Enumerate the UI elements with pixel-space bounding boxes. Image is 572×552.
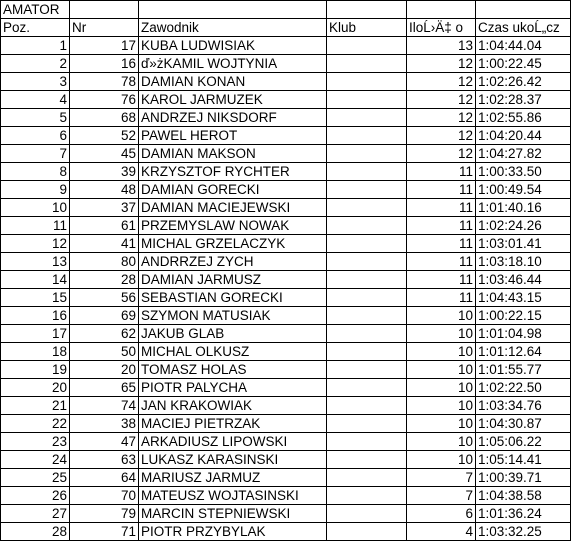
cell-ilosc[interactable]: 10	[407, 415, 476, 433]
cell-klub[interactable]	[327, 415, 407, 433]
cell-zawodnik[interactable]: MICHAL GRZELACZYK	[139, 235, 327, 253]
cell-nr[interactable]: 64	[70, 469, 139, 487]
cell-poz[interactable]: 14	[1, 271, 70, 289]
table-row	[1, 361, 571, 379]
cell-klub[interactable]	[327, 181, 407, 199]
cell-ilosc[interactable]: 12	[407, 73, 476, 91]
header-nr[interactable]: Nr	[70, 19, 139, 37]
cell-zawodnik[interactable]: MARIUSZ JARMUZ	[139, 469, 327, 487]
cell-zawodnik[interactable]: SEBASTIAN GORECKI	[139, 289, 327, 307]
cell-poz[interactable]: 18	[1, 343, 70, 361]
cell-klub[interactable]	[327, 433, 407, 451]
cell-klub[interactable]	[327, 37, 407, 55]
table-row	[1, 199, 571, 217]
cell-poz[interactable]: 3	[1, 73, 70, 91]
cell-czas[interactable]: 1:05:06.22	[476, 433, 571, 451]
cell-czas[interactable]: 1:02:22.50	[476, 379, 571, 397]
table-row	[1, 163, 571, 181]
table-row	[1, 289, 571, 307]
cell-nr[interactable]: 48	[70, 181, 139, 199]
cell-poz[interactable]: 22	[1, 415, 70, 433]
cell-czas[interactable]: 1:03:32.25	[476, 523, 571, 541]
cell-zawodnik[interactable]: DAMIAN JARMUSZ	[139, 271, 327, 289]
cell-zawodnik[interactable]: LUKASZ KARASINSKI	[139, 451, 327, 469]
cell-poz[interactable]: 1	[1, 37, 70, 55]
cell-poz[interactable]: 10	[1, 199, 70, 217]
cell-czas[interactable]: 1:01:12.64	[476, 343, 571, 361]
cell-nr[interactable]: 45	[70, 145, 139, 163]
table-row	[1, 271, 571, 289]
cell-zawodnik[interactable]: PIOTR PALYCHA	[139, 379, 327, 397]
cell-klub[interactable]	[327, 505, 407, 523]
cell-nr[interactable]: 41	[70, 235, 139, 253]
cell-czas[interactable]: 1:04:43.15	[476, 289, 571, 307]
cell-klub[interactable]	[327, 55, 407, 73]
cell-ilosc[interactable]: 7	[407, 487, 476, 505]
cell-nr[interactable]: 78	[70, 73, 139, 91]
cell-ilosc[interactable]: 10	[407, 451, 476, 469]
cell-poz[interactable]: 13	[1, 253, 70, 271]
section-title-row	[1, 1, 571, 19]
header-klub[interactable]: Klub	[327, 19, 407, 37]
cell-nr[interactable]: 39	[70, 163, 139, 181]
empty-cell[interactable]	[476, 1, 571, 19]
cell-ilosc[interactable]: 11	[407, 289, 476, 307]
table-row	[1, 523, 571, 541]
cell-zawodnik[interactable]: JAN KRAKOWIAK	[139, 397, 327, 415]
cell-czas[interactable]: 1:02:28.37	[476, 91, 571, 109]
cell-czas[interactable]: 1:02:26.42	[476, 73, 571, 91]
cell-nr[interactable]: 65	[70, 379, 139, 397]
table-row	[1, 307, 571, 325]
cell-zawodnik[interactable]: ANDRRZEJ ZYCH	[139, 253, 327, 271]
cell-nr[interactable]: 76	[70, 91, 139, 109]
cell-nr[interactable]: 37	[70, 199, 139, 217]
table-row	[1, 253, 571, 271]
results-table-body	[1, 1, 571, 541]
cell-poz[interactable]: 7	[1, 145, 70, 163]
cell-poz[interactable]: 16	[1, 307, 70, 325]
cell-ilosc[interactable]: 11	[407, 181, 476, 199]
cell-poz[interactable]: 25	[1, 469, 70, 487]
cell-ilosc[interactable]: 11	[407, 217, 476, 235]
cell-czas[interactable]: 1:04:27.82	[476, 145, 571, 163]
cell-czas[interactable]: 1:01:36.24	[476, 505, 571, 523]
table-row	[1, 397, 571, 415]
cell-nr[interactable]: 62	[70, 325, 139, 343]
cell-poz[interactable]: 27	[1, 505, 70, 523]
header-row	[1, 19, 571, 37]
cell-nr[interactable]: 17	[70, 37, 139, 55]
cell-klub[interactable]	[327, 145, 407, 163]
cell-poz[interactable]: 26	[1, 487, 70, 505]
table-row	[1, 127, 571, 145]
cell-poz[interactable]: 17	[1, 325, 70, 343]
empty-cell[interactable]	[327, 1, 407, 19]
cell-czas[interactable]: 1:04:20.44	[476, 127, 571, 145]
cell-klub[interactable]	[327, 217, 407, 235]
cell-ilosc[interactable]: 10	[407, 307, 476, 325]
cell-poz[interactable]: 6	[1, 127, 70, 145]
cell-poz[interactable]: 12	[1, 235, 70, 253]
cell-klub[interactable]	[327, 397, 407, 415]
table-row	[1, 235, 571, 253]
cell-zawodnik[interactable]: ď»żKAMIL WOJTYNIA	[139, 55, 327, 73]
cell-nr[interactable]: 68	[70, 109, 139, 127]
cell-ilosc[interactable]: 12	[407, 127, 476, 145]
cell-poz[interactable]: 23	[1, 433, 70, 451]
cell-czas[interactable]: 1:01:40.16	[476, 199, 571, 217]
cell-nr[interactable]: 20	[70, 361, 139, 379]
cell-ilosc[interactable]: 4	[407, 523, 476, 541]
cell-czas[interactable]: 1:00:22.45	[476, 55, 571, 73]
cell-poz[interactable]: 19	[1, 361, 70, 379]
cell-klub[interactable]	[327, 469, 407, 487]
cell-zawodnik[interactable]: KUBA LUDWISIAK	[139, 37, 327, 55]
cell-poz[interactable]: 4	[1, 91, 70, 109]
cell-ilosc[interactable]: 10	[407, 343, 476, 361]
cell-zawodnik[interactable]: MARCIN STEPNIEWSKI	[139, 505, 327, 523]
cell-zawodnik[interactable]: PAWEL HEROT	[139, 127, 327, 145]
cell-ilosc[interactable]: 7	[407, 469, 476, 487]
cell-poz[interactable]: 9	[1, 181, 70, 199]
cell-ilosc[interactable]: 10	[407, 379, 476, 397]
cell-czas[interactable]: 1:04:44.04	[476, 37, 571, 55]
cell-poz[interactable]: 20	[1, 379, 70, 397]
cell-nr[interactable]: 38	[70, 415, 139, 433]
cell-zawodnik[interactable]: KRZYSZTOF RYCHTER	[139, 163, 327, 181]
cell-nr[interactable]: 69	[70, 307, 139, 325]
cell-ilosc[interactable]: 12	[407, 55, 476, 73]
cell-nr[interactable]: 52	[70, 127, 139, 145]
cell-zawodnik[interactable]: TOMASZ HOLAS	[139, 361, 327, 379]
cell-klub[interactable]	[327, 451, 407, 469]
cell-czas[interactable]: 1:03:34.76	[476, 397, 571, 415]
cell-ilosc[interactable]: 12	[407, 91, 476, 109]
empty-cell[interactable]	[407, 1, 476, 19]
cell-poz[interactable]: 15	[1, 289, 70, 307]
cell-klub[interactable]	[327, 271, 407, 289]
cell-zawodnik[interactable]: JAKUB GLAB	[139, 325, 327, 343]
cell-ilosc[interactable]: 10	[407, 433, 476, 451]
cell-zawodnik[interactable]: DAMIAN MAKSON	[139, 145, 327, 163]
cell-nr[interactable]: 80	[70, 253, 139, 271]
cell-poz[interactable]: 2	[1, 55, 70, 73]
cell-zawodnik[interactable]: KAROL JARMUZEK	[139, 91, 327, 109]
cell-klub[interactable]	[327, 289, 407, 307]
header-zawodnik[interactable]: Zawodnik	[139, 19, 327, 37]
cell-czas[interactable]: 1:04:38.58	[476, 487, 571, 505]
cell-czas[interactable]: 1:03:18.10	[476, 253, 571, 271]
cell-klub[interactable]	[327, 361, 407, 379]
cell-klub[interactable]	[327, 91, 407, 109]
cell-zawodnik[interactable]: DAMIAN GORECKI	[139, 181, 327, 199]
cell-poz[interactable]: 11	[1, 217, 70, 235]
cell-ilosc[interactable]: 11	[407, 199, 476, 217]
cell-klub[interactable]	[327, 109, 407, 127]
cell-klub[interactable]	[327, 127, 407, 145]
cell-klub[interactable]	[327, 523, 407, 541]
cell-zawodnik[interactable]: PIOTR PRZYBYLAK	[139, 523, 327, 541]
table-row	[1, 217, 571, 235]
cell-czas[interactable]: 1:00:33.50	[476, 163, 571, 181]
cell-czas[interactable]: 1:01:55.77	[476, 361, 571, 379]
section-title[interactable]: AMATOR	[1, 1, 70, 19]
table-row	[1, 55, 571, 73]
cell-czas[interactable]: 1:00:49.54	[476, 181, 571, 199]
cell-ilosc[interactable]: 10	[407, 397, 476, 415]
table-row	[1, 343, 571, 361]
table-row	[1, 73, 571, 91]
cell-nr[interactable]: 61	[70, 217, 139, 235]
cell-ilosc[interactable]: 11	[407, 253, 476, 271]
cell-ilosc[interactable]: 11	[407, 235, 476, 253]
cell-czas[interactable]: 1:01:04.98	[476, 325, 571, 343]
cell-zawodnik[interactable]: MATEUSZ WOJTASINSKI	[139, 487, 327, 505]
cell-nr[interactable]: 63	[70, 451, 139, 469]
cell-klub[interactable]	[327, 73, 407, 91]
cell-zawodnik[interactable]: ARKADIUSZ LIPOWSKI	[139, 433, 327, 451]
cell-klub[interactable]	[327, 379, 407, 397]
cell-zawodnik[interactable]: DAMIAN MACIEJEWSKI	[139, 199, 327, 217]
cell-zawodnik[interactable]: MACIEJ PIETRZAK	[139, 415, 327, 433]
cell-czas[interactable]: 1:02:24.26	[476, 217, 571, 235]
cell-poz[interactable]: 28	[1, 523, 70, 541]
table-row	[1, 181, 571, 199]
cell-poz[interactable]: 21	[1, 397, 70, 415]
cell-nr[interactable]: 28	[70, 271, 139, 289]
cell-ilosc[interactable]: 13	[407, 37, 476, 55]
table-row	[1, 415, 571, 433]
cell-nr[interactable]: 70	[70, 487, 139, 505]
cell-klub[interactable]	[327, 199, 407, 217]
cell-czas[interactable]: 1:05:14.41	[476, 451, 571, 469]
cell-klub[interactable]	[327, 325, 407, 343]
cell-ilosc[interactable]: 11	[407, 163, 476, 181]
cell-czas[interactable]: 1:04:30.87	[476, 415, 571, 433]
empty-cell[interactable]	[70, 1, 139, 19]
cell-ilosc[interactable]: 10	[407, 361, 476, 379]
cell-ilosc[interactable]: 11	[407, 271, 476, 289]
cell-ilosc[interactable]: 10	[407, 325, 476, 343]
cell-nr[interactable]: 47	[70, 433, 139, 451]
table-row	[1, 487, 571, 505]
table-row	[1, 433, 571, 451]
empty-cell[interactable]	[139, 1, 327, 19]
cell-zawodnik[interactable]: PRZEMYSLAW NOWAK	[139, 217, 327, 235]
cell-klub[interactable]	[327, 235, 407, 253]
table-row	[1, 505, 571, 523]
cell-ilosc[interactable]: 6	[407, 505, 476, 523]
cell-poz[interactable]: 8	[1, 163, 70, 181]
cell-ilosc[interactable]: 12	[407, 109, 476, 127]
table-row	[1, 145, 571, 163]
table-row	[1, 37, 571, 55]
cell-poz[interactable]: 5	[1, 109, 70, 127]
cell-klub[interactable]	[327, 253, 407, 271]
table-row	[1, 379, 571, 397]
header-czas[interactable]: Czas ukoĹ„cz	[476, 19, 571, 37]
cell-czas[interactable]: 1:00:39.71	[476, 469, 571, 487]
cell-klub[interactable]	[327, 343, 407, 361]
cell-czas[interactable]: 1:03:01.41	[476, 235, 571, 253]
cell-klub[interactable]	[327, 163, 407, 181]
header-ilosc[interactable]: IloĹ›Ä‡ o	[407, 19, 476, 37]
table-row	[1, 325, 571, 343]
cell-zawodnik[interactable]: MICHAL OLKUSZ	[139, 343, 327, 361]
cell-nr[interactable]: 79	[70, 505, 139, 523]
table-row	[1, 451, 571, 469]
cell-nr[interactable]: 71	[70, 523, 139, 541]
table-row	[1, 109, 571, 127]
cell-ilosc[interactable]: 12	[407, 145, 476, 163]
cell-nr[interactable]: 74	[70, 397, 139, 415]
cell-zawodnik[interactable]: DAMIAN KONAN	[139, 73, 327, 91]
cell-nr[interactable]: 50	[70, 343, 139, 361]
cell-nr[interactable]: 56	[70, 289, 139, 307]
header-poz[interactable]: Poz.	[1, 19, 70, 37]
cell-klub[interactable]	[327, 307, 407, 325]
table-row	[1, 91, 571, 109]
cell-klub[interactable]	[327, 487, 407, 505]
cell-zawodnik[interactable]: SZYMON MATUSIAK	[139, 307, 327, 325]
cell-poz[interactable]: 24	[1, 451, 70, 469]
cell-czas[interactable]: 1:03:46.44	[476, 271, 571, 289]
cell-czas[interactable]: 1:00:22.15	[476, 307, 571, 325]
cell-zawodnik[interactable]: ANDRZEJ NIKSDORF	[139, 109, 327, 127]
cell-czas[interactable]: 1:02:55.86	[476, 109, 571, 127]
cell-nr[interactable]: 16	[70, 55, 139, 73]
table-row	[1, 469, 571, 487]
